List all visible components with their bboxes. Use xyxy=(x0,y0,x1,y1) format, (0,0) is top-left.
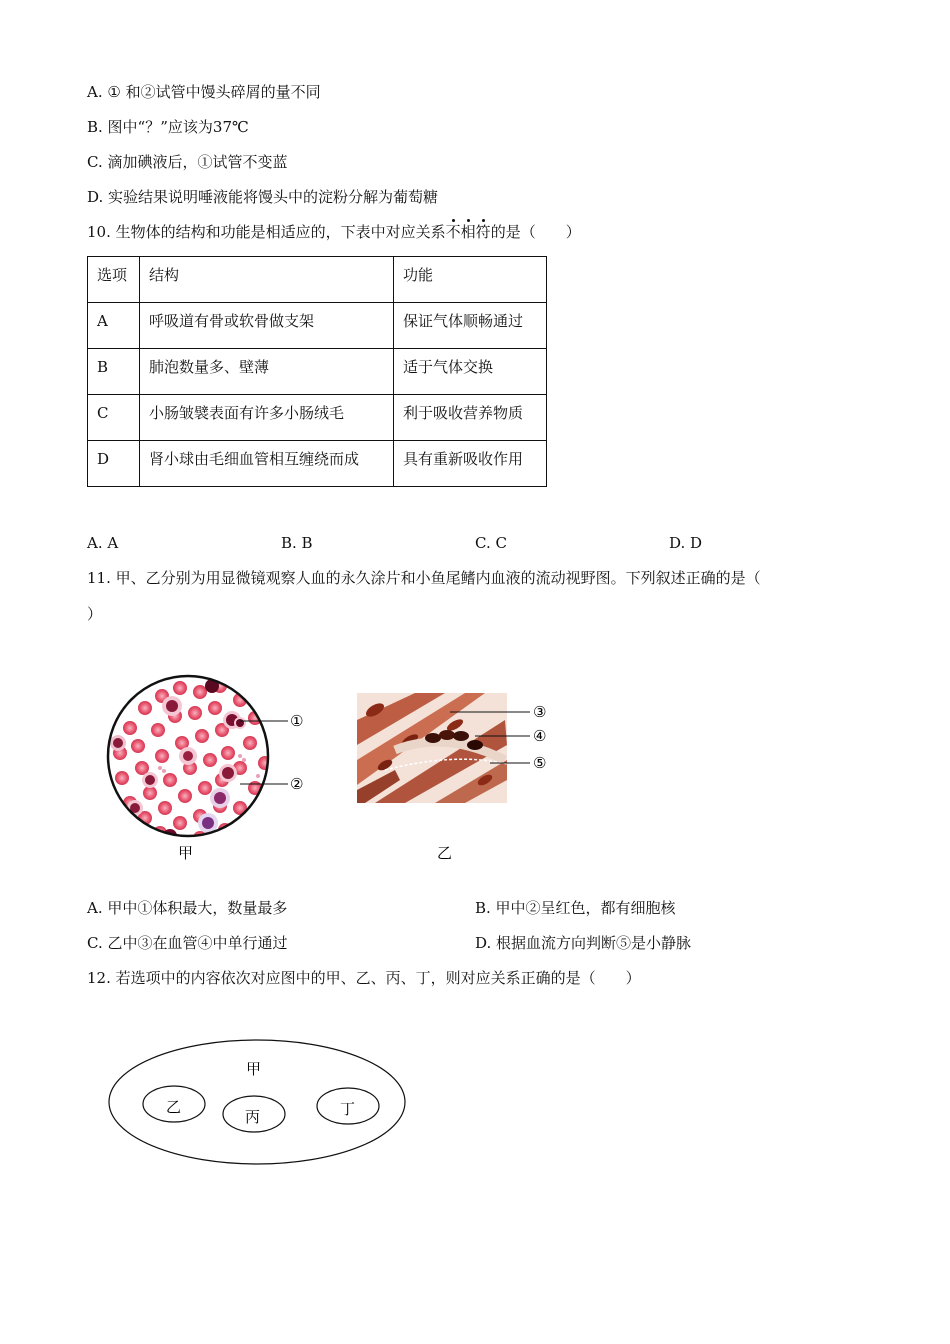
table-cell: 肺泡数量多、壁薄 xyxy=(140,349,394,395)
smear-cells xyxy=(100,668,280,848)
q10-table xyxy=(87,256,547,487)
table-cell: A xyxy=(88,303,140,349)
table-header-cell: 功能 xyxy=(394,257,547,303)
table-row xyxy=(88,303,547,349)
q11-option-c: C. 乙中③在血管④中单行通过 xyxy=(87,934,288,952)
table-row xyxy=(88,349,547,395)
table-cell: 呼吸道有骨或软骨做支架 xyxy=(140,303,394,349)
blood-smear-figure xyxy=(100,668,330,868)
table-cell: 肾小球由毛细血管相互缠绕而成 xyxy=(140,441,394,487)
label-2: ② xyxy=(290,775,304,793)
table-cell: D xyxy=(88,441,140,487)
label-1: ① xyxy=(290,712,304,730)
label-4: ④ xyxy=(533,727,547,745)
caption-yi: 乙 xyxy=(437,844,453,862)
table-cell: 保证气体顺畅通过 xyxy=(394,303,547,349)
label-5: ⑤ xyxy=(533,754,547,772)
q10-emph-1: 不 xyxy=(445,223,461,241)
q9-option-d: D. 实验结果说明唾液能将馒头中的淀粉分解为葡萄糖 xyxy=(87,188,439,206)
table-header-cell: 结构 xyxy=(140,257,394,303)
label-bing: 丙 xyxy=(245,1108,261,1126)
label-ding: 丁 xyxy=(340,1100,356,1118)
q9-option-a: A. ① 和②试管中馒头碎屑的量不同 xyxy=(87,83,321,101)
q9-option-b: B. 图中“？”应该为37℃ xyxy=(87,118,249,136)
q11-stem-line1: 11. 甲、乙分别为用显微镜观察人血的永久涂片和小鱼尾鳍内血液的流动视野图。下列叙述正确的是（ xyxy=(87,569,761,587)
label-yi: 乙 xyxy=(166,1098,182,1116)
table-cell: 适于气体交换 xyxy=(394,349,547,395)
table-cell: 具有重新吸收作用 xyxy=(394,441,547,487)
table-cell: 小肠皱襞表面有许多小肠绒毛 xyxy=(140,395,394,441)
table-cell: C xyxy=(88,395,140,441)
table-row xyxy=(88,395,547,441)
q10-option-a: A. A xyxy=(87,534,119,552)
q10-option-c: C. C xyxy=(475,534,507,552)
q10-emph-2: 相 xyxy=(460,223,476,241)
table-cell: 利于吸收营养物质 xyxy=(394,395,547,441)
q10-option-b: B. B xyxy=(281,534,313,552)
table-row xyxy=(88,441,547,487)
set-diagram xyxy=(100,1030,420,1170)
label-3: ③ xyxy=(533,703,547,721)
table-header-cell: 选项 xyxy=(88,257,140,303)
q11-option-b: B. 甲中②呈红色，都有细胞核 xyxy=(475,899,676,917)
q10-stem xyxy=(87,222,581,242)
table-cell: B xyxy=(88,349,140,395)
q11-stem-line2: ） xyxy=(87,605,103,623)
q10-stem-suffix: 的是（ ） xyxy=(490,223,581,241)
q10-option-d: D. D xyxy=(669,534,703,552)
q9-option-c: C. 滴加碘液后，①试管不变蓝 xyxy=(87,153,288,171)
q12-stem: 12. 若选项中的内容依次对应图中的甲、乙、丙、丁，则对应关系正确的是（ ） xyxy=(87,969,641,987)
table-header-row xyxy=(88,257,547,303)
fish-fin-figure xyxy=(355,690,565,865)
q11-option-d: D. 根据血流方向判断⑤是小静脉 xyxy=(475,934,692,952)
outer-ellipse xyxy=(109,1040,405,1164)
q10-stem-prefix: 10. 生物体的结构和功能是相适应的，下表中对应关系 xyxy=(87,223,446,241)
q10-emph-3: 符 xyxy=(475,223,491,241)
q11-option-a: A. 甲中①体积最大，数量最多 xyxy=(87,899,288,917)
caption-jia: 甲 xyxy=(178,844,194,862)
label-jia: 甲 xyxy=(246,1060,262,1078)
